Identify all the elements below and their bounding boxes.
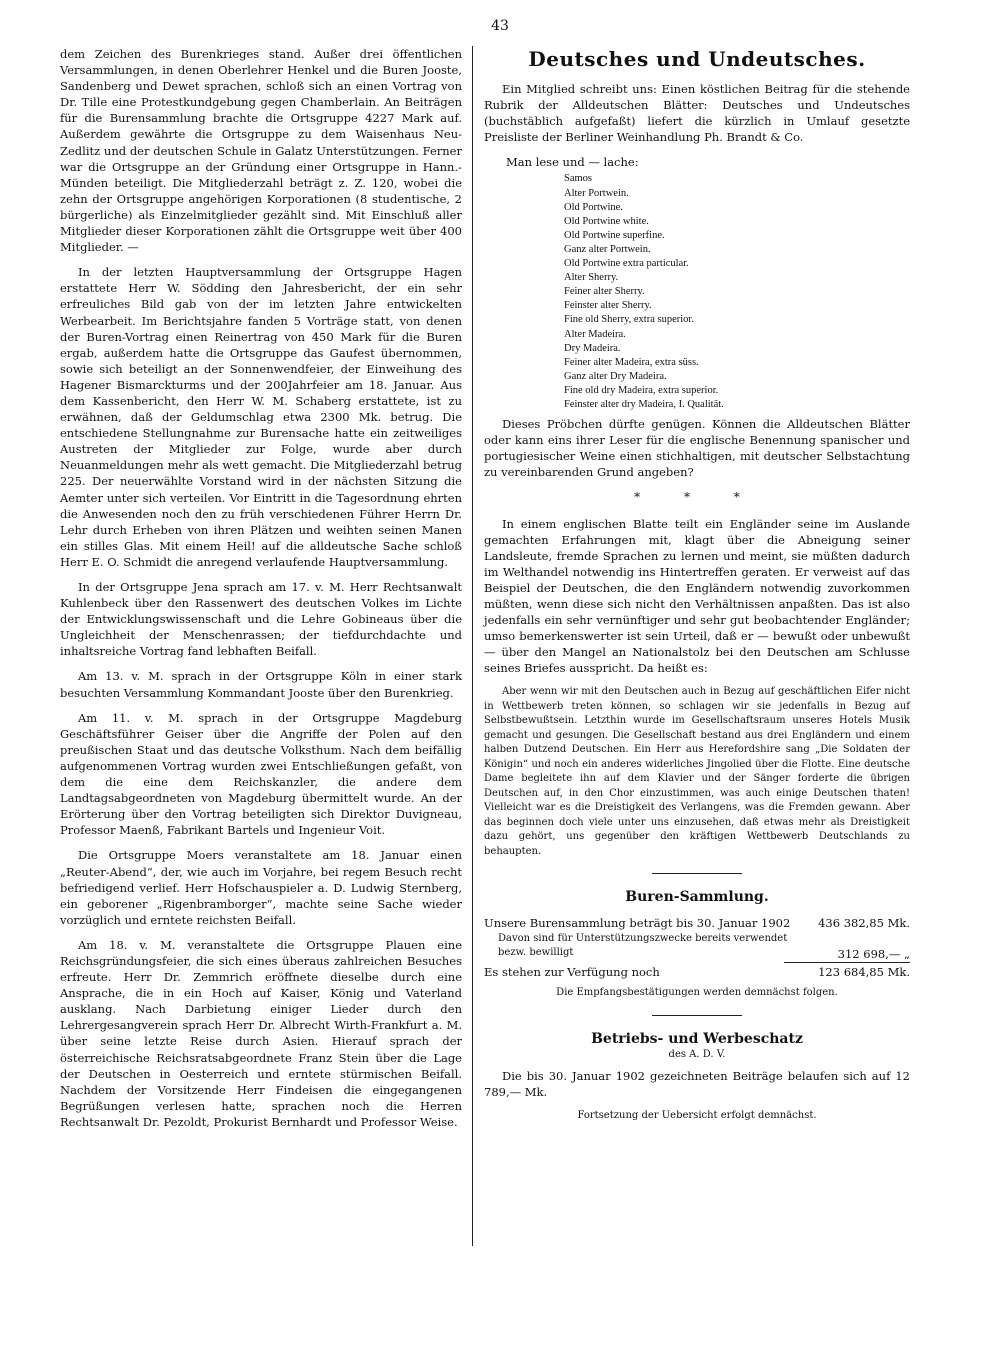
ledger-total-rule [784,962,910,963]
quote-text: Aber wenn wir mit den Deutschen auch in Bezug auf geschäftlichen Eifer nicht in Wettbewerb treten können, so schlagen wir sie jedenfalls in Bezug auf Selbstbewußtsein. Letzthin wurde im Gesellschaftsraum unseres Hotels Musik gemacht und gesungen. Die Gesellschaft bestand aus drei Engländern und einem halben Dutzend Deutschen. Ein Herr aus Herefordshire sang „Die Soldaten der Königin“ und noch ein anderes widerliches Jingolied über die Flotte. Eine deutsche Dame begleitete ihn auf dem Klavier und der Sänger forderte die übrigen Deutschen auf, in den Chor einzustimmen, was auch einige Deutschen thaten! Vielleicht war es die Dreistigkeit des Verlangens, was die Fremden gewann. Aber das beginnen doch viele unter uns einzusehen, daß etwas mehr als Dreistigkeit dazu gehört, uns gegenüber den kräftigen Wettbewerb Deutschlands zu behaupten. [484,686,910,857]
ledger-amount: 436 382,85 Mk. [818,916,910,931]
wine-item: Ganz alter Portwein. [564,243,651,255]
wine-item: Old Portwine. [564,201,623,213]
section-subtitle-betrieb: des A. D. V. [668,1048,726,1060]
left-column [60,46,462,1139]
quote-block [484,685,910,859]
paragraph-magdeburg: Am 11. v. M. sprach in der Ortsgruppe Magdeburg Geschäftsführer Geiser über die Angriffe der Polen auf den preußischen Staat und das deutsche Volksthum. Nach dem beifällig aufgenommenen Vortrag wurden zwei Entschließungen gefaßt, von dem die eine dem Reichskanzler, die andere dem Landtagsabgeordneten von Magdeburg übermittelt wurde. An der Erörterung über den Vortrag beteiligten sich Direktor Duvigneau, Professor Maenß, Fabrikant Bartels und Ingenieur Voit. [60,710,462,838]
section-separator-stars: * * * [634,490,760,505]
paragraph-after-list: Dieses Pröbchen dürfte genügen. Können die Alldeutschen Blätter oder kann eins ihrer Leser für die englische Benennung spanischer und portugiesischer Weine einen stichhaltigen, mit deutscher Selbstachtung zu vereinbarenden Grund angeben? [484,417,910,480]
wine-item: Feinster alter dry Madeira, I. Qualität. [564,398,724,410]
paragraph-jena: In der Ortsgruppe Jena sprach am 17. v. M. Herr Rechtsanwalt Kuhlenbeck über den Rassenwert des deutschen Volkes im Lichte der Entwicklungswissenschaft und die Lehre Gobineaus über die Ungleichheit der Menschenrassen; der tiefdurchdachte und inhaltsreiche Vortrag fand lebhaften Beifall. [60,580,462,659]
buren-note: Die Empfangsbestätigungen werden demnächst folgen. [556,987,838,999]
paragraph-betrieb: Die bis 30. Januar 1902 gezeichneten Beiträge belaufen sich auf 12 789,— Mk. [484,1069,910,1100]
ledger-label: Davon sind für Unterstützungszwecke bereits verwendet [498,932,788,944]
ledger-row [498,946,910,962]
wine-item: Fine old Sherry, extra superior. [564,314,694,326]
paragraph-plauen: Am 18. v. M. veranstaltete die Ortsgruppe Plauen eine Reichsgründungsfeier, die sich eines überaus zahlreichen Besuches erfreute. Herr Dr. Zemmrich eröffnete dieselbe durch eine Ansprache, die in ein Hoch auf Kaiser, König und Vaterland ausklang. Nach Darbietung einiger Lieder durch den Lehrergesangverein sprach Herr Dr. Albrecht Wirth-Frankfurt a. M. über seine letzte Reise durch Asien. Hierauf sprach der österreichische Reichsratsabgeordnete Franz Stein über die Lage der Deutschen in Oesterreich und erntete stürmischen Beifall. Nachdem der Vorsitzende Herr Findeisen die eingegangenen Begrüßungen verlesen hatte, sprachen noch die Herren Rechtsanwalt Dr. Pezoldt, Prokurist Bernhardt und Professor Weise. [60,937,462,1129]
right-column [484,46,910,1133]
ledger-label: Es stehen zur Verfügung noch [484,965,660,980]
ledger-label: Unsere Burensammlung beträgt bis 30. Januar 1902 [484,916,791,931]
paragraph-koeln: Am 13. v. M. sprach in der Ortsgruppe Köln in einer stark besuchten Versammlung Kommandant Jooste über den Burenkrieg. [60,669,462,700]
divider [652,873,742,874]
divider [652,1015,742,1016]
page-number: 43 [491,18,509,34]
wine-item: Ganz alter Dry Madeira. [564,370,667,382]
paragraph-lead: Man lese und — lache: [506,155,639,170]
ledger-row [484,964,910,980]
wine-item: Feiner alter Sherry. [564,286,645,298]
paragraph-england: In einem englischen Blatte teilt ein Engländer seine im Auslande gemachten Erfahrungen mit, klagt über die Abneigung seiner Landsleute, fremde Sprachen zu lernen und meint, sie müßten dadurch im Welthandel notwendig ins Hintertreffen geraten. Er verweist auf das Beispiel der Deutschen, die den Engländern notwendig zuvorkommen müßten, wenn diese sich nicht den Verhältnissen anpaßten. Das ist also jedenfalls ein sehr vernünftiger und sehr gut beobachtender Engländer; umso bemerkenswerter ist sein Urteil, daß er — bewußt oder unbewußt — über den Mangel an Nationalstolz bei den Deutschen am Schlusse seines Briefes ausspricht. Da heißt es: [484,516,910,676]
ledger-amount: 312 698,— „ [837,947,910,962]
wine-item: Alter Sherry. [564,272,619,284]
wine-item: Dry Madeira. [564,342,621,354]
wine-item: Old Portwine extra particular. [564,258,689,270]
wine-item: Feinster alter Sherry. [564,300,652,312]
wine-item: Alter Madeira. [564,328,626,340]
ledger-row [498,932,910,947]
betrieb-note: Fortsetzung der Uebersicht erfolgt demnächst. [577,1110,817,1122]
paragraph-intro: Ein Mitglied schreibt uns: Einen köstlichen Beitrag für die stehende Rubrik der Alldeutschen Blätter: Deutsches und Undeutsches (buchstäblich aufgefaßt) liefert die kürzlich in Umlauf gesetzte Preisliste der Berliner Weinhandlung Ph. Brandt & Co. [484,82,910,145]
ledger-row [484,915,910,931]
section-title-buren: Buren-Sammlung. [625,889,769,906]
wine-item: Samos [564,173,593,185]
wine-item: Alter Portwein. [564,187,629,199]
ledger-label: bezw. bewilligt [498,947,574,959]
section-title-betrieb: Betriebs- und Werbeschatz [591,1030,803,1047]
column-divider [472,46,473,1246]
paragraph-hagen: In der letzten Hauptversammlung der Ortsgruppe Hagen erstattete Herr W. Södding den Jahresbericht, der ein sehr erfreuliches Bild gab von der im letzten Jahre entwickelten Werbearbeit. Im Berichtsjahre fanden 5 Vorträge statt, von denen der Buren-Vortrag einen Reinertrag von 450 Mark für die Buren ergab, außerdem hatte die Ortsgruppe das Gaufest übernommen, sowie sich beteiligt an der Sonnenwendfeier, der Einweihung des Hagener Bismarckturms und der 200Jahrfeier am 18. Januar. Aus dem Kassenbericht, den Herr W. M. Schaberg erstattete, ist zu erwähnen, daß der Geldumschlag etwa 2300 Mk. betrug. Die entschiedene Stellungnahme zur Burensache hatte ein zeitweiliges Austreten der Mitglieder zur Folge, wurde aber durch Neuanmeldungen mehr als wett gemacht. Die Mitgliederzahl betrug 225. Der neuerwählte Vorstand wird in der nächsten Sitzung die Aemter unter sich verteilen. Vor Eintritt in die Tagesordnung ehrten die Anwesenden noch den zu früh verschiedenen Führer Herrn Dr. Lehr durch Erheben von ihren Plätzen und weihten seinen Manen ein stilles Glas. Mit einem Heil! auf die alldeutsche Sache schloß Herr E. O. Schmidt die anregend verlaufende Hauptversammlung. [60,265,462,569]
paragraph-moers: Die Ortsgruppe Moers veranstaltete am 18. Januar einen „Reuter-Abend“, der, wie auch im Vorjahre, bei regem Besuch recht befriedigend verlief. Herr Hofschauspieler a. D. Ludwig Sternberg, ein geborener „Rigenbramborger“, machte seine Sache wieder vorzüglich und erntete reichsten Beifall. [60,848,462,927]
wine-item: Old Portwine white. [564,215,649,227]
wine-item: Feiner alter Madeira, extra süss. [564,356,699,368]
paragraph-ortsgruppe-report: dem Zeichen des Burenkrieges stand. Außer drei öffentlichen Versammlungen, in denen Oberlehrer Henkel und die Buren Jooste, Sandenberg und Dewet sprachen, schloß sich an einen Vortrag von Dr. Tille eine Protestkundgebung gegen Chamberlain. An Beiträgen für die Burensammlung brachte die Ortsgruppe 4227 Mark auf. Außerdem gewährte die Ortsgruppe zu dem Waisenhaus Neu-Zedlitz und der deutschen Schule in Galatz Unterstützungen. Ferner war die Ortsgruppe an der Gründung einer Ortsgruppe in Hann.-Münden beteiligt. Die Mitgliederzahl beträgt z. Z. 120, wobei die zehn der Ortsgruppe angehörigen Korporationen (8 studentische, 2 bürgerliche) als Einzelmitglieder gezählt sind. Mit Einschluß aller Mitglieder dieser Korporationen zählt die Ortsgruppe weit über 400 Mitglieder. — [60,47,462,255]
ledger-amount: 123 684,85 Mk. [818,965,910,980]
wine-list [564,172,910,412]
buren-ledger [484,915,910,1000]
wine-item: Fine old dry Madeira, extra superior. [564,384,719,396]
section-title-deutsches: Deutsches und Undeutsches. [528,47,866,71]
wine-item: Old Portwine superfine. [564,229,665,241]
